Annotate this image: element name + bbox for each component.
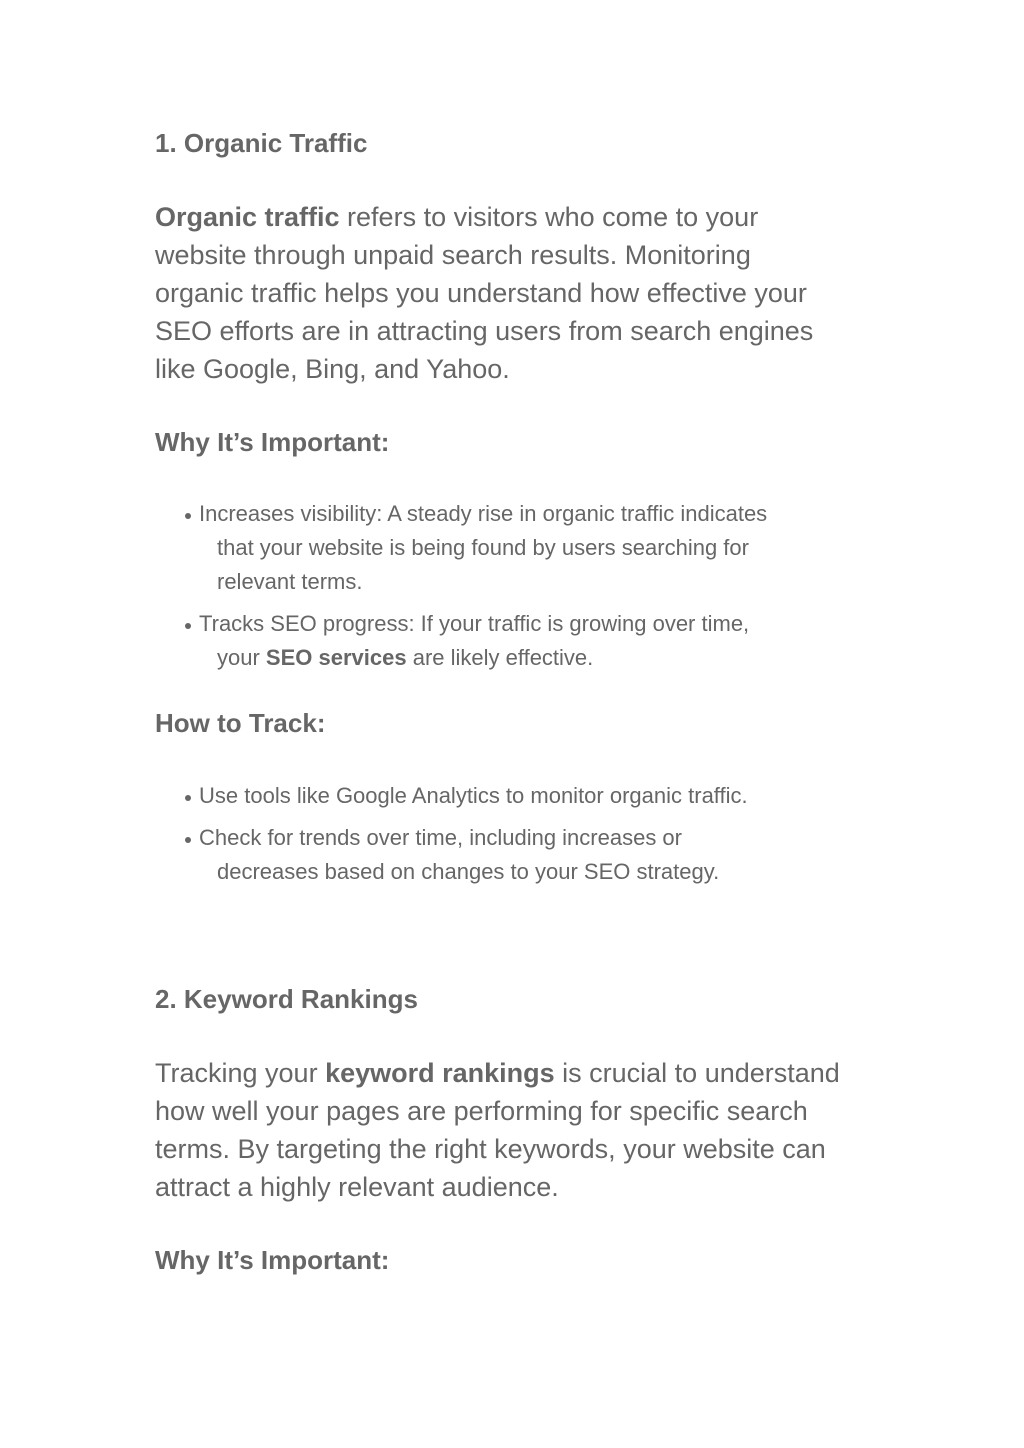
subheading-why-important: Why It’s Important:	[155, 427, 390, 457]
paragraph-line: terms. By targeting the right keywords, your website can	[155, 1134, 826, 1164]
bullet-icon	[185, 837, 191, 843]
list-item: Check for trends over time, including increases or decreases based on changes to your SEO strategy.	[185, 821, 885, 889]
keyword-rankings-intro-paragraph	[155, 1054, 885, 1206]
bold-term: keyword rankings	[325, 1058, 555, 1088]
paragraph-line: organic traffic helps you understand how effective your	[155, 278, 807, 308]
subheading-why-important-2: Why It’s Important:	[155, 1245, 390, 1275]
paragraph-line: like Google, Bing, and Yahoo.	[155, 354, 510, 384]
why-important-list	[185, 497, 885, 675]
bullet-icon	[185, 623, 191, 629]
subheading-how-to-track: How to Track:	[155, 708, 326, 738]
paragraph-line: Tracking your keyword rankings is crucial to understand	[155, 1058, 840, 1088]
paragraph-line: SEO efforts are in attracting users from search engines	[155, 316, 814, 346]
paragraph-line: Organic traffic refers to visitors who come to your	[155, 202, 759, 232]
list-item: Increases visibility: A steady rise in organic traffic indicates that your website is being found by users searching for relevant terms.	[185, 497, 885, 599]
section-heading-organic-traffic: 1. Organic Traffic	[155, 128, 368, 158]
section-heading-keyword-rankings: 2. Keyword Rankings	[155, 984, 418, 1014]
seo-services-link-text: SEO services	[265, 645, 407, 670]
organic-traffic-intro-paragraph	[155, 198, 885, 388]
bullet-icon	[185, 795, 191, 801]
how-to-track-list	[185, 779, 885, 889]
list-item: Tracks SEO progress: If your traffic is growing over time, your SEO services are likely effective.	[185, 607, 885, 675]
paragraph-line: how well your pages are performing for specific search	[155, 1096, 808, 1126]
bold-term: Organic traffic	[155, 202, 340, 232]
paragraph-line: attract a highly relevant audience.	[155, 1172, 559, 1202]
bullet-icon	[185, 513, 191, 519]
paragraph-line: website through unpaid search results. Monitoring	[155, 240, 751, 270]
list-item: Use tools like Google Analytics to monitor organic traffic.	[185, 779, 885, 813]
